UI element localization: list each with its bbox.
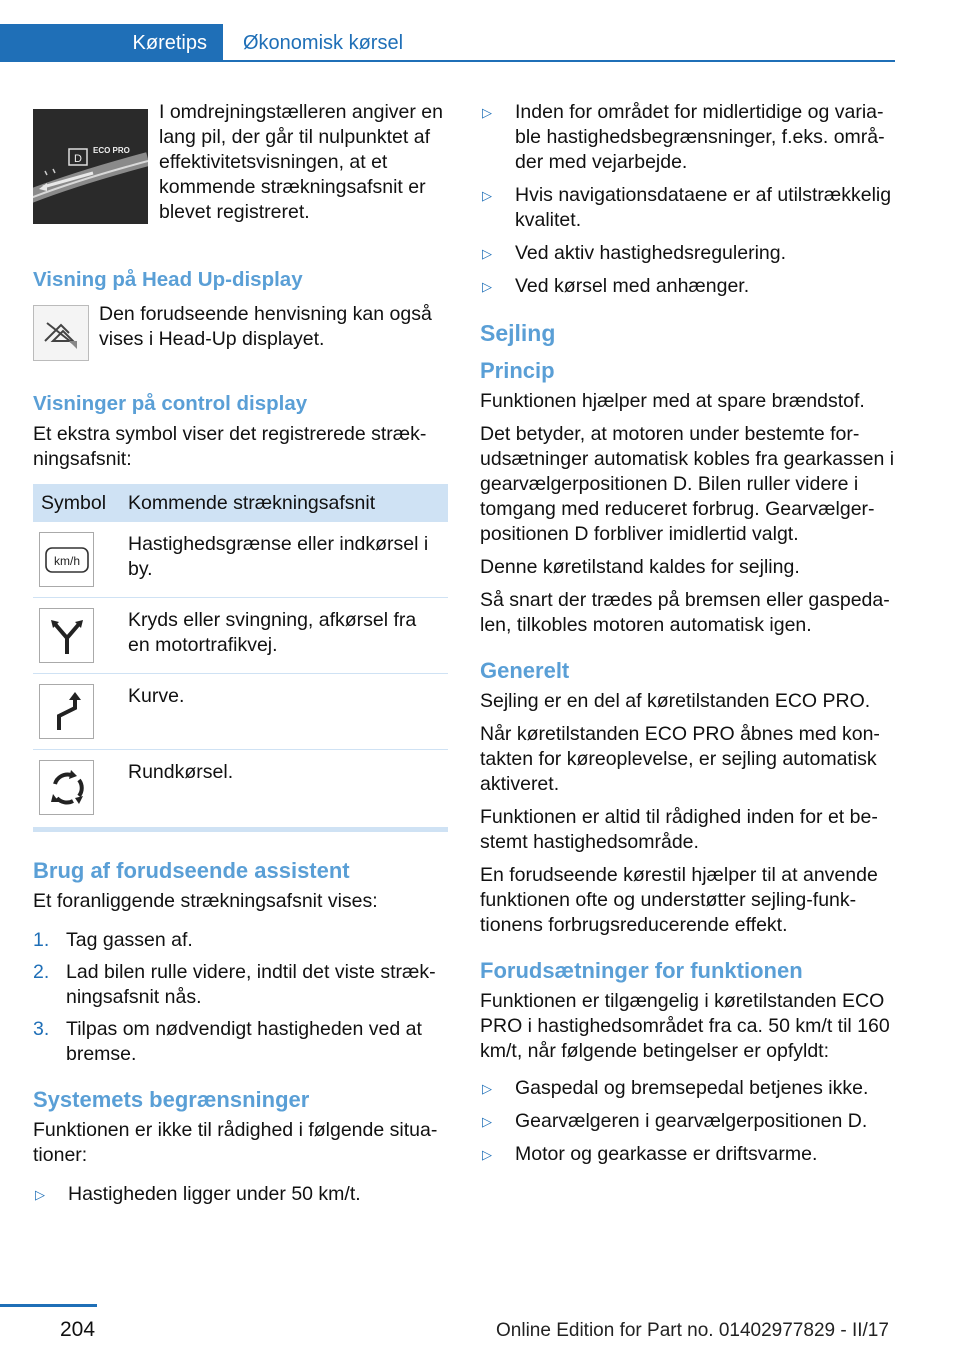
princip-paragraph-1: Funktionen hjælper med at spare brændstof. (480, 390, 865, 412)
steps-list (33, 928, 448, 1067)
table-cell-description: Kurve. (120, 674, 448, 750)
bullet-triangle-icon: ▷ (482, 188, 492, 203)
hud-text: Den forudseende henvisning kan også vises i Head-Up displayet. (99, 303, 432, 350)
right-column (480, 100, 896, 1175)
limits-heading: Systemets begrænsninger (33, 1087, 310, 1112)
hud-block (33, 302, 448, 361)
table-cell-symbol (33, 750, 120, 826)
limits-list-continued (480, 100, 896, 299)
header-rule (0, 60, 895, 62)
list-item-text: Inden for området for midlertidige og variable hastighedsbegrænsninger, f.eks. områder med vejarbejde. (515, 101, 885, 173)
table-header-description: Kommende strækningsafsnit (120, 484, 448, 522)
use-text: Et foranliggende strækningsafsnit vises: (33, 890, 378, 912)
generelt-heading: Generelt (480, 658, 570, 683)
list-item (480, 100, 896, 175)
conditions-list (480, 1076, 896, 1167)
tab-koretips[interactable]: Køretips (0, 24, 223, 62)
control-display-text: Et ekstra symbol viser det registrerede strækningsafsnit: (33, 423, 427, 470)
page-number: 204 (60, 1318, 96, 1341)
list-item-text: Ved kørsel med anhænger. (515, 275, 750, 297)
list-item (33, 928, 448, 953)
use-heading: Brug af forudseende assistent (33, 858, 350, 883)
generelt-paragraph-3: Funktionen er altid til rådighed inden for et bestemt hastighedsområde. (480, 806, 878, 853)
list-item (480, 241, 896, 266)
forudsaetninger-heading: Forudsætninger for funktionen (480, 958, 803, 983)
step-text: Tilpas om nødvendigt hastigheden ved at bremse. (66, 1018, 422, 1065)
forudsaetninger-text: Funktionen er tilgængelig i køretilstanden ECO PRO i hastighedsområdet fra ca. 50 km/t til 160 km/t, når følgende betingelser er opfyldt: (480, 990, 890, 1062)
junction-icon (39, 608, 94, 663)
edition-note: Online Edition for Part no. 01402977829 - II/17 (496, 1320, 889, 1341)
intro-text: I omdrejningstælleren angiver en lang pil, der går til nulpunktet af effektivitetsvisningen, at et kommende strækningsafsnit er blevet registreret. (159, 101, 443, 223)
table-row (33, 674, 448, 750)
bullet-triangle-icon: ▷ (482, 1147, 492, 1162)
speed-limit-icon (39, 532, 94, 587)
step-text: Lad bilen rulle videre, indtil det viste strækningsafsnit nås. (66, 961, 436, 1008)
sejling-heading: Sejling (480, 320, 556, 346)
table-row (33, 522, 448, 598)
list-item (33, 1017, 448, 1067)
generelt-paragraph-1: Sejling er en del af køretilstanden ECO PRO. (480, 690, 871, 712)
princip-paragraph-4: Så snart der trædes på bremsen eller gaspedalen, tilkobles motoren automatisk igen. (480, 589, 890, 636)
list-item (480, 1076, 896, 1101)
svg-text:D: D (74, 153, 82, 165)
table-cell-description: Hastighedsgrænse eller indkørsel i by. (120, 522, 448, 598)
step-text: Tag gassen af. (66, 929, 193, 951)
step-number: 1. (33, 929, 50, 951)
table-bottom-rule (33, 827, 448, 832)
table-cell-description: Rundkørsel. (128, 761, 234, 783)
princip-paragraph-2: Det betyder, at motoren under bestemte forudsætninger automatisk kobles fra gearkassen i gearvælgerpositionen D. Bilen ruller videre i tomgang med reduceret forbrug. Gearvælgerpositionen D forbliver imidlertid valgt. (480, 423, 895, 545)
tachometer-icon (33, 109, 148, 224)
bullet-triangle-icon: ▷ (35, 1187, 45, 1202)
roundabout-icon (39, 760, 94, 815)
list-item-text: Motor og gearkasse er driftsvarme. (515, 1143, 818, 1165)
bullet-triangle-icon: ▷ (482, 1081, 492, 1096)
bullet-triangle-icon: ▷ (482, 1114, 492, 1129)
hud-icon (33, 305, 89, 361)
list-item-text: Gearvælgeren i gearvælgerpositionen D. (515, 1110, 868, 1132)
symbol-table (33, 484, 448, 825)
table-cell-symbol (33, 674, 120, 750)
table-header-row (33, 484, 448, 522)
list-item (480, 274, 896, 299)
svg-text:ECO PRO: ECO PRO (93, 146, 130, 155)
princip-paragraph-3: Denne køretilstand kaldes for sejling. (480, 556, 800, 578)
list-item (480, 1109, 896, 1134)
list-item (480, 183, 896, 233)
list-item (480, 1142, 896, 1167)
intro-block (33, 100, 448, 225)
generelt-paragraph-2: Når køretilstanden ECO PRO åbnes med kontakten for køreoplevelse, er sejling automatisk aktiveret. (480, 723, 880, 795)
list-item-text: Hvis navigationsdataene er af utilstrækkelig kvalitet. (515, 184, 892, 231)
tab-okonomisk-korsel[interactable]: Økonomisk kørsel (243, 32, 404, 54)
table-cell-symbol (33, 522, 120, 598)
step-number: 3. (33, 1018, 50, 1040)
list-item-text: Hastigheden ligger under 50 km/t. (68, 1183, 361, 1205)
svg-text:km/h: km/h (53, 553, 80, 568)
page-header (0, 24, 895, 62)
bullet-triangle-icon: ▷ (482, 246, 492, 261)
bullet-triangle-icon: ▷ (482, 279, 492, 294)
footer-rule (0, 1304, 97, 1307)
table-cell-description: Kryds eller svingning, afkørsel fra en motortrafikvej. (120, 598, 448, 674)
tachometer-image (33, 109, 148, 224)
table-row (33, 750, 448, 826)
limits-list (33, 1182, 448, 1207)
list-item-text: Gaspedal og bremsepedal betjenes ikke. (515, 1077, 869, 1099)
limits-text: Funktionen er ikke til rådighed i følgende situationer: (33, 1119, 438, 1166)
step-number: 2. (33, 961, 50, 983)
hud-heading: Visning på Head Up-display (33, 268, 303, 291)
control-display-heading: Visninger på control display (33, 392, 308, 415)
princip-heading: Princip (480, 358, 555, 383)
generelt-paragraph-4: En forudseende kørestil hjælper til at anvende funktionen ofte og understøtter sejling-funktionens forbrugsreducerende effekt. (480, 864, 878, 936)
left-column (33, 100, 448, 1215)
table-row (33, 598, 448, 674)
table-header-symbol: Symbol (33, 484, 120, 522)
list-item (33, 1182, 448, 1207)
bullet-triangle-icon: ▷ (482, 105, 492, 120)
list-item (33, 960, 448, 1010)
list-item-text: Ved aktiv hastighedsregulering. (515, 242, 787, 264)
curve-icon (39, 684, 94, 739)
table-cell-symbol (33, 598, 120, 674)
